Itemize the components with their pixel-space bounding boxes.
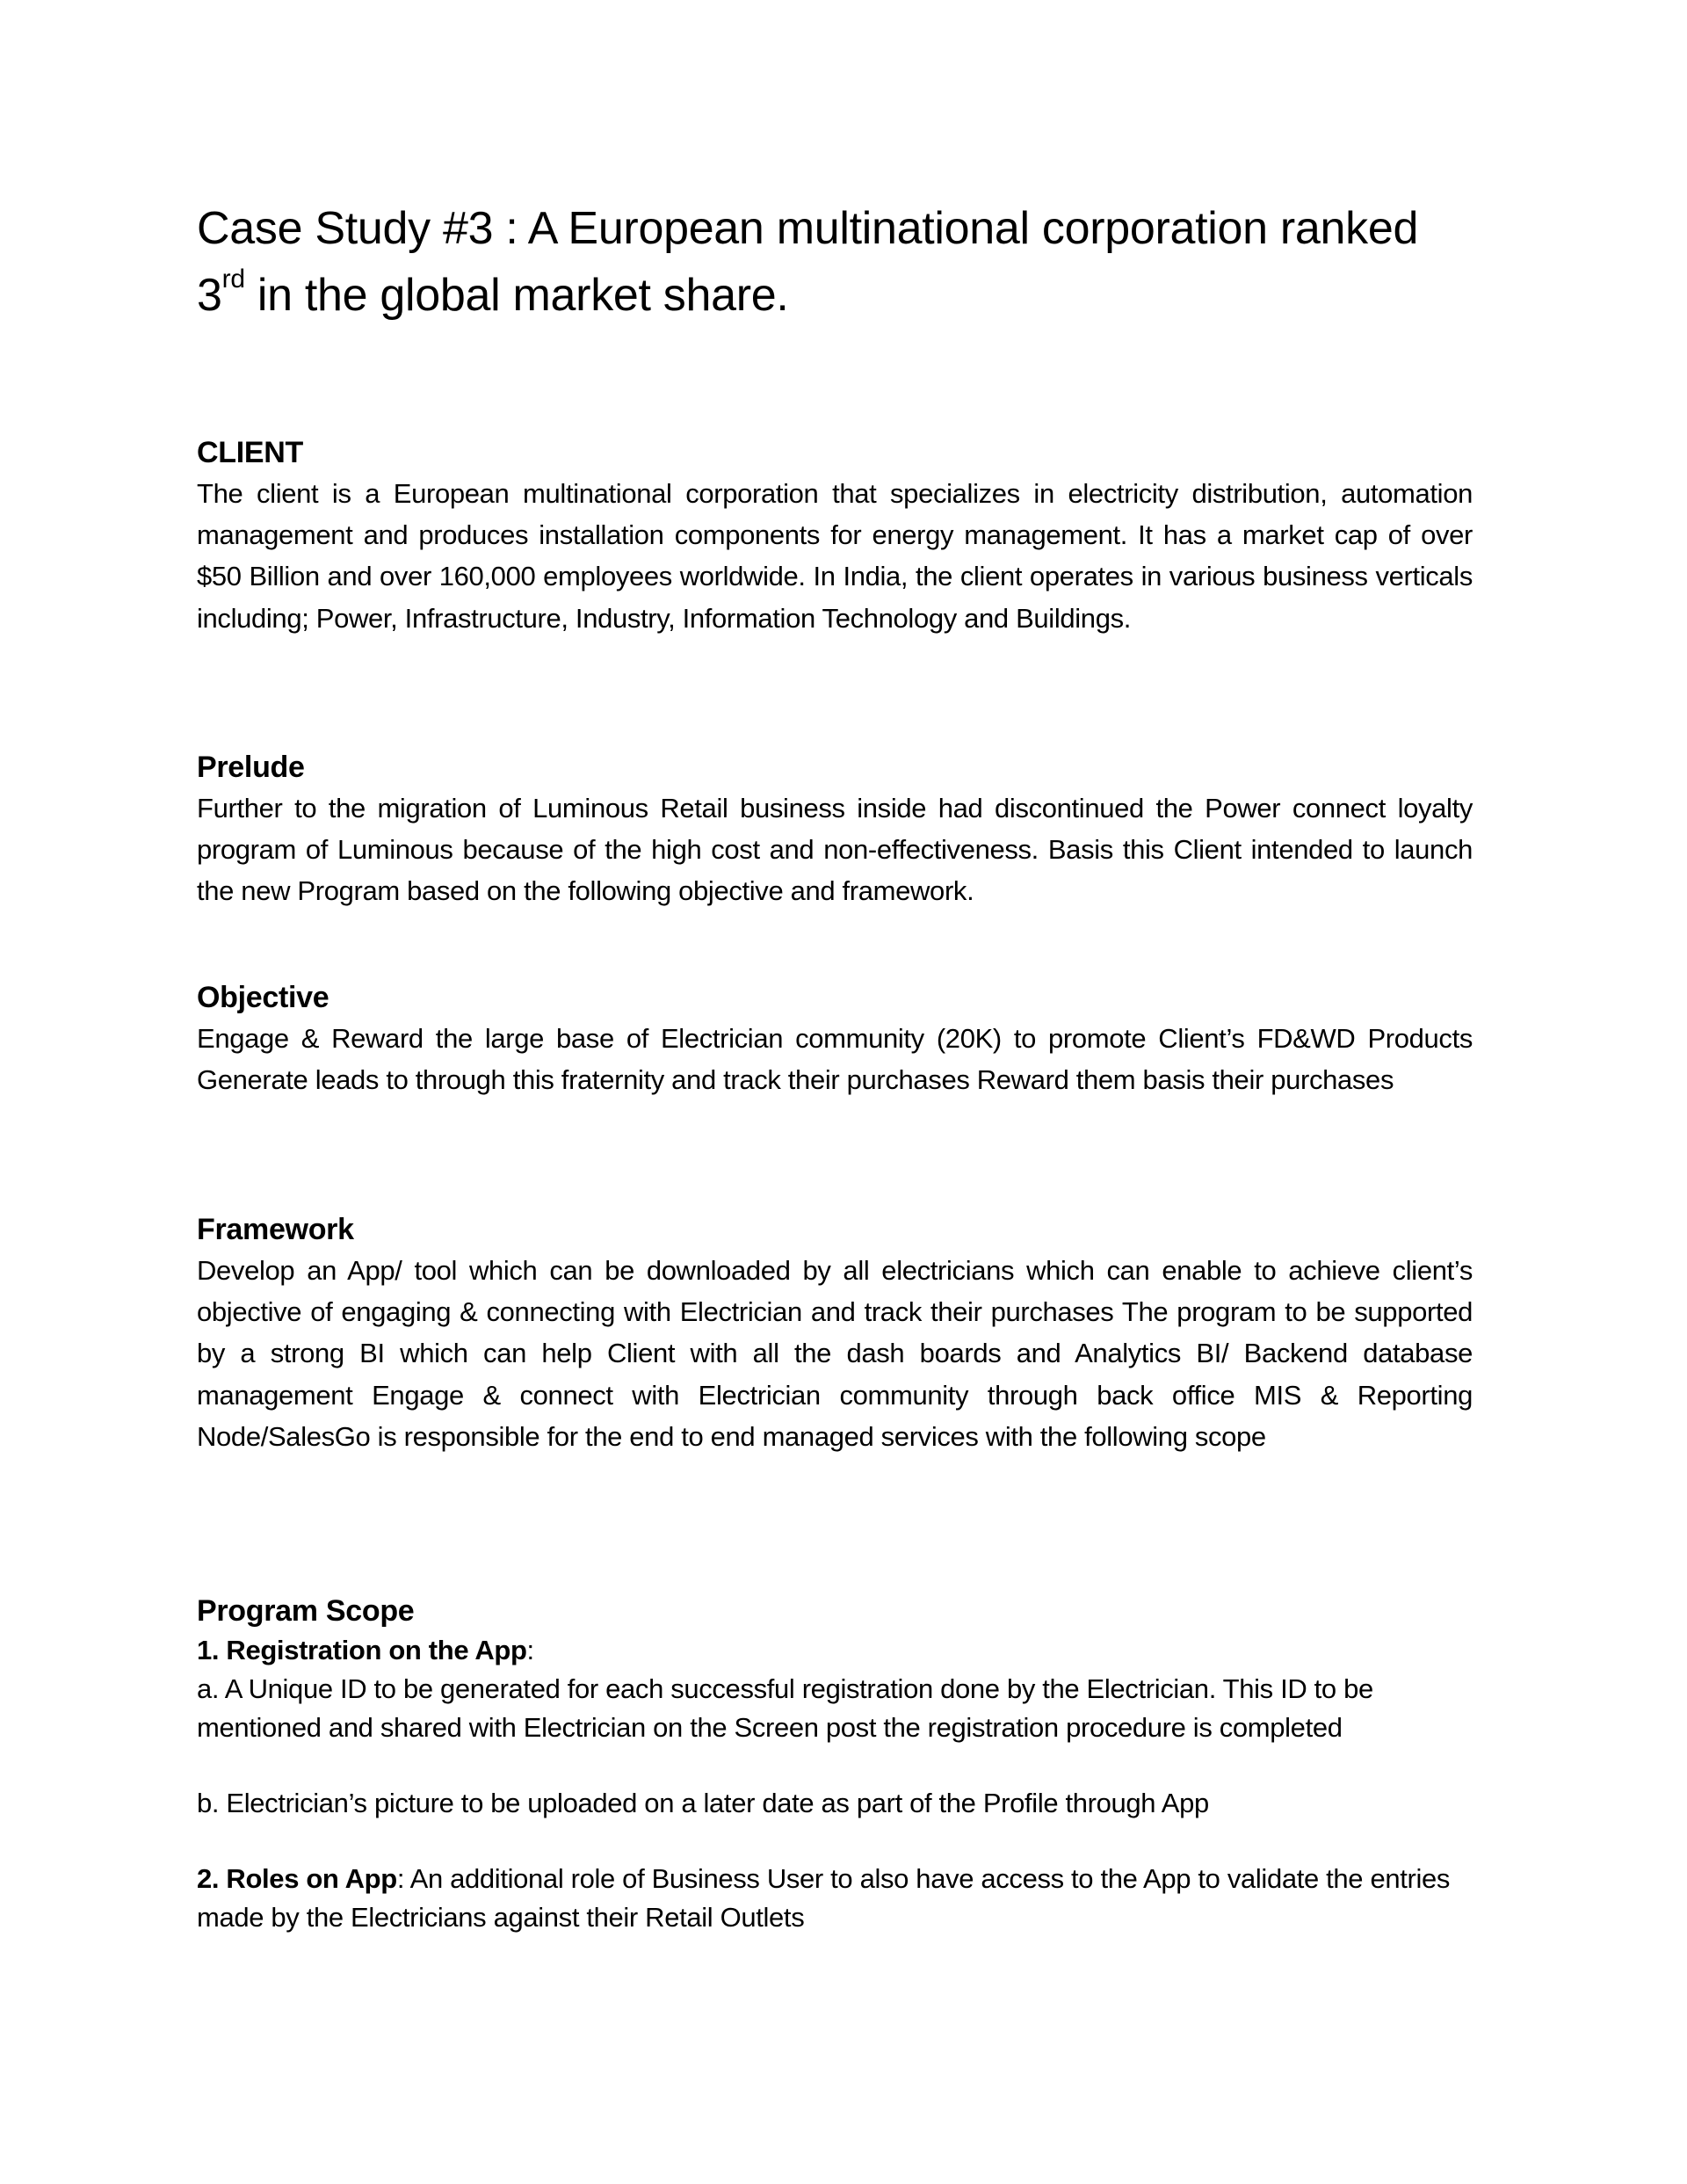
section-heading-framework: Framework (197, 1213, 354, 1246)
section-body-prelude: Further to the migration of Luminous Retail business inside had discontinued the Power connect loyalty program of Luminous because of the high cost and non-effectiveness. Basis this Client intended to launch the new Program based on the following objective and framework. (197, 793, 1473, 907)
section-heading-program-scope: Program Scope (197, 1594, 415, 1628)
scope-item-2-body: : An additional role of Business User to also have access to the App to validate the entries made by the Electricians against their Retail Outlets (197, 1863, 1451, 1933)
section-prelude (197, 747, 1473, 912)
scope-item-1-colon: : (526, 1635, 534, 1665)
scope-item-1-title (197, 1631, 1473, 1670)
scope-item-1b: b. Electrician’s picture to be uploaded on a later date as part of the Profile through App (197, 1788, 1209, 1818)
section-program-scope (197, 1591, 1473, 1937)
title-line-2: in the global market share. (244, 270, 789, 321)
scope-item-2 (197, 1860, 1473, 1937)
section-heading-objective: Objective (197, 981, 329, 1014)
title-rank-number: 3 (197, 270, 222, 321)
page-title (197, 195, 1480, 329)
title-rank-suffix: rd (221, 265, 245, 294)
section-objective (197, 977, 1473, 1100)
section-heading-client: CLIENT (197, 436, 303, 469)
section-body-framework: Develop an App/ tool which can be downloaded by all electricians which can enable to achieve client’s objective of engaging & connecting with Electrician and track their purchases The program to be supported by a strong BI which can help Client with all the dash boards and Analytics BI/ Backend database management Engage & connect with Electrician community through back office MIS & Reporting Node/SalesGo is responsible for the end to end managed services with the following scope (197, 1255, 1473, 1452)
scope-item-1a: a. A Unique ID to be generated for each successful registration done by the Electrician. This ID to be mentioned and shared with Electrician on the Screen post the registration procedure is completed (197, 1673, 1373, 1743)
scope-item-1-title-text: 1. Registration on the App (197, 1635, 527, 1665)
section-body-objective: Engage & Reward the large base of Electrician community (20K) to promote Client’s FD&WD Products Generate leads to through this fraternity and track their purchases Reward them basis their purchases (197, 1023, 1473, 1096)
section-framework (197, 1209, 1473, 1457)
title-line-1: Case Study #3 : A European multinational corporation ranked (197, 203, 1419, 254)
scope-item-2-title: 2. Roles on App (197, 1863, 397, 1894)
section-heading-prelude: Prelude (197, 751, 305, 784)
section-client (197, 432, 1473, 639)
section-body-client: The client is a European multinational corporation that specializes in electricity distribution, automation management and produces installation components for energy management. It has a market cap of over $50 Billion and over 160,000 employees worldwide. In India, the client operates in various business verticals including; Power, Infrastructure, Industry, Information Technology and Buildings. (197, 478, 1473, 634)
